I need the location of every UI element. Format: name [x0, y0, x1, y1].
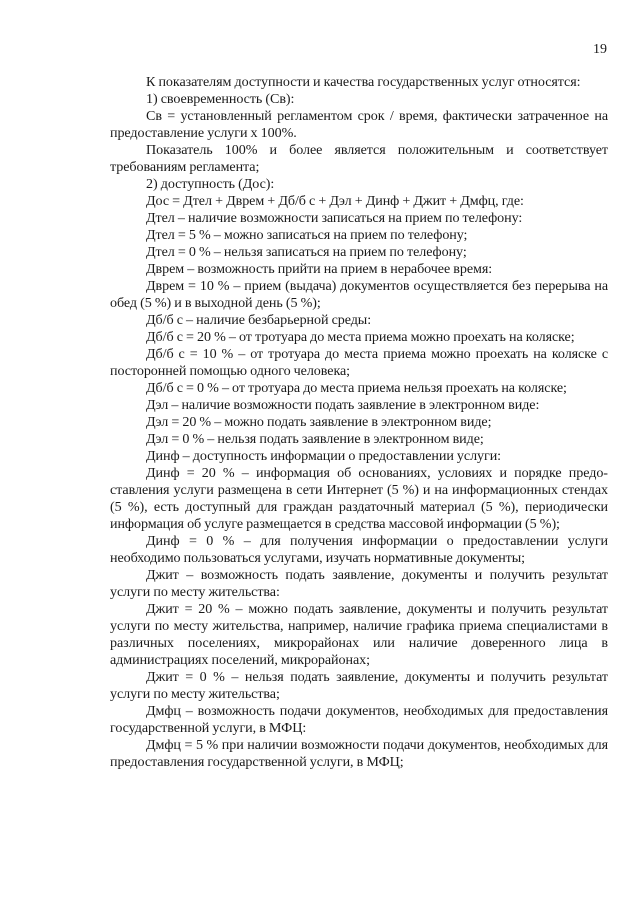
paragraph: Динф = 0 % – для получения информации о предоставлении услуги необходимо пользоваться услугами, изучать нормативные документы; [110, 533, 608, 566]
paragraph: К показателям доступности и качества государственных услуг относятся: [146, 74, 581, 90]
paragraph: Дос = Дтел + Дврем + Дб/б с + Дэл + Динф + Джит + Дмфц, где: [146, 193, 524, 209]
paragraph: Дэл = 0 % – нельзя подать заявление в электронном виде; [146, 431, 484, 447]
paragraph: 2) доступность (Дос): [146, 176, 275, 192]
paragraph: Дврем – возможность прийти на прием в нерабочее время: [146, 261, 493, 277]
paragraph: Дмфц = 5 % при наличии возможности подачи документов, необходимых для предоставления государственной услуги, в МФЦ; [110, 737, 608, 770]
paragraph: Дэл – наличие возможности подать заявление в электронном виде: [146, 397, 540, 413]
page-number: 19 [593, 42, 607, 57]
paragraph: Дэл = 20 % – можно подать заявление в электронном виде; [146, 414, 492, 430]
paragraph: Джит = 0 % – нельзя подать заявление, документы и получить результат услуги по месту жительства; [110, 669, 608, 702]
paragraph: Джит – возможность подать заявление, документы и получить результат услуги по месту жительства: [110, 567, 608, 600]
paragraph: Динф = 20 % – информация об основаниях, условиях и порядке предоставления услуги размещена в сети Интернет (5 %) и на информационных стендах (5 %), есть доступный для граждан раздаточный материал (5 %), периодически информация об услуге размещается в средства массовой информации (5 %); [110, 465, 608, 532]
paragraph: Показатель 100% и более является положительным и соответствует требованиям регламента; [110, 142, 608, 175]
paragraph: Дб/б с = 0 % – от тротуара до места приема нельзя проехать на коляске; [146, 380, 567, 396]
paragraph: Дмфц – возможность подачи документов, необходимых для предоставления государственной услуги, в МФЦ: [110, 703, 608, 736]
paragraph: Дб/б с = 10 % – от тротуара до места приема можно проехать на коляске с посторонней помощью одного человека; [110, 346, 608, 379]
paragraph: Дтел – наличие возможности записаться на прием по телефону: [146, 210, 523, 226]
paragraph: Дврем = 10 % – прием (выдача) документов осуществляется без перерыва на обед (5 %) и в выходной день (5 %); [110, 278, 608, 311]
paragraph: Дб/б с = 20 % – от тротуара до места приема можно проехать на коляске; [146, 329, 575, 345]
paragraph: 1) своевременность (Св): [146, 91, 295, 107]
paragraph: Джит = 20 % – можно подать заявление, документы и получить результат услуги по месту жительства, например, наличие графика приема специалистами в различных поселениях, микрорайонах или наличие доверенного лица в администрациях поселений, микрорайонах; [110, 601, 608, 668]
paragraph: Св = установленный регламентом срок / время, фактически затраченное на предоставление услуги х 100%. [110, 108, 608, 141]
paragraph: Динф – доступность информации о предоставлении услуги: [146, 448, 501, 464]
paragraph: Дтел = 5 % – можно записаться на прием по телефону; [146, 227, 468, 243]
document-body [110, 74, 608, 771]
paragraph: Дб/б с – наличие безбарьерной среды: [146, 312, 372, 328]
paragraph: Дтел = 0 % – нельзя записаться на прием по телефону; [146, 244, 467, 260]
